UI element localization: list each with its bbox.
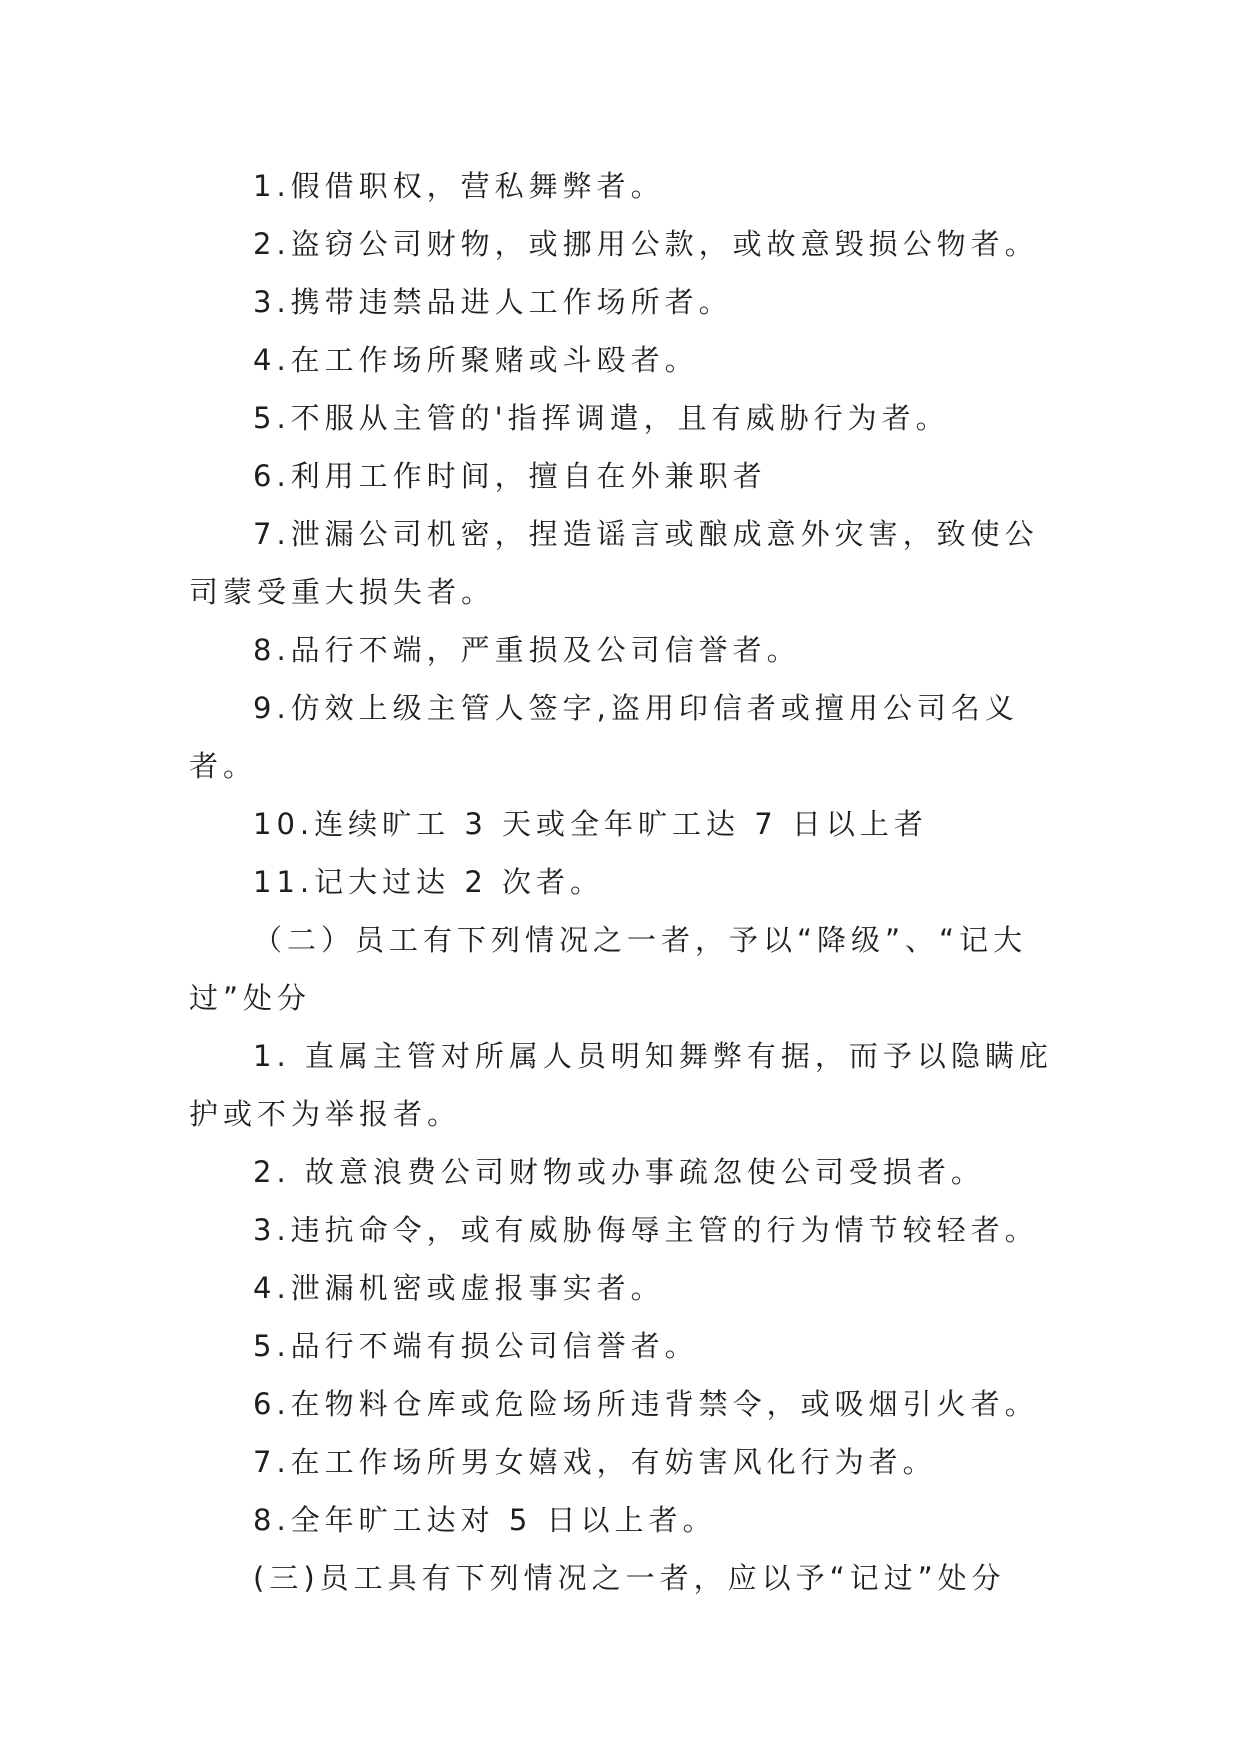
document-body xyxy=(189,157,1069,1607)
paragraph-item-6: 6.利用工作时间，擅自在外兼职者 xyxy=(253,459,767,493)
paragraph-item-2-2: 2. 故意浪费公司财物或办事疏忽使公司受损者。 xyxy=(253,1155,985,1189)
paragraph-item-2-4: 4.泄漏机密或虚报事实者。 xyxy=(253,1271,665,1305)
paragraph-item-10: 10.连续旷工 3 天或全年旷工达 7 日以上者 xyxy=(253,807,928,841)
paragraph-item-8: 8.品行不端，严重损及公司信誉者。 xyxy=(253,633,801,667)
paragraph-item-5: 5.不服从主管的'指挥调遣，且有威胁行为者。 xyxy=(253,401,950,435)
paragraph-item-1: 1.假借职权，营私舞弊者。 xyxy=(253,169,665,203)
paragraph-item-3: 3.携带违禁品进人工作场所者。 xyxy=(253,285,733,319)
section-heading-2: （二）员工有下列情况之一者，予以“降级”、“记大过”处分 xyxy=(189,923,1028,1015)
paragraph-item-2-7: 7.在工作场所男女嬉戏，有妨害风化行为者。 xyxy=(253,1445,937,1479)
paragraph-item-4: 4.在工作场所聚赌或斗殴者。 xyxy=(253,343,699,377)
paragraph-item-2-5: 5.品行不端有损公司信誉者。 xyxy=(253,1329,699,1363)
paragraph-item-7: 7.泄漏公司机密，捏造谣言或酿成意外灾害，致使公司蒙受重大损失者。 xyxy=(189,517,1039,609)
paragraph-item-2-1: 1. 直属主管对所属人员明知舞弊有据，而予以隐瞒庇护或不为举报者。 xyxy=(189,1039,1053,1131)
paragraph-item-2-8: 8.全年旷工达对 5 日以上者。 xyxy=(253,1503,717,1537)
section-heading-3: (三)员工具有下列情况之一者，应以予“记过”处分 xyxy=(253,1561,1006,1595)
paragraph-item-2-3: 3.违抗命令，或有威胁侮辱主管的行为情节较轻者。 xyxy=(253,1213,1039,1247)
paragraph-item-11: 11.记大过达 2 次者。 xyxy=(253,865,605,899)
paragraph-item-2: 2.盗窃公司财物，或挪用公款，或故意毁损公物者。 xyxy=(253,227,1039,261)
paragraph-item-9: 9.仿效上级主管人签字,盗用印信者或擅用公司名义者。 xyxy=(189,691,1019,783)
paragraph-item-2-6: 6.在物料仓库或危险场所违背禁令，或吸烟引火者。 xyxy=(253,1387,1039,1421)
